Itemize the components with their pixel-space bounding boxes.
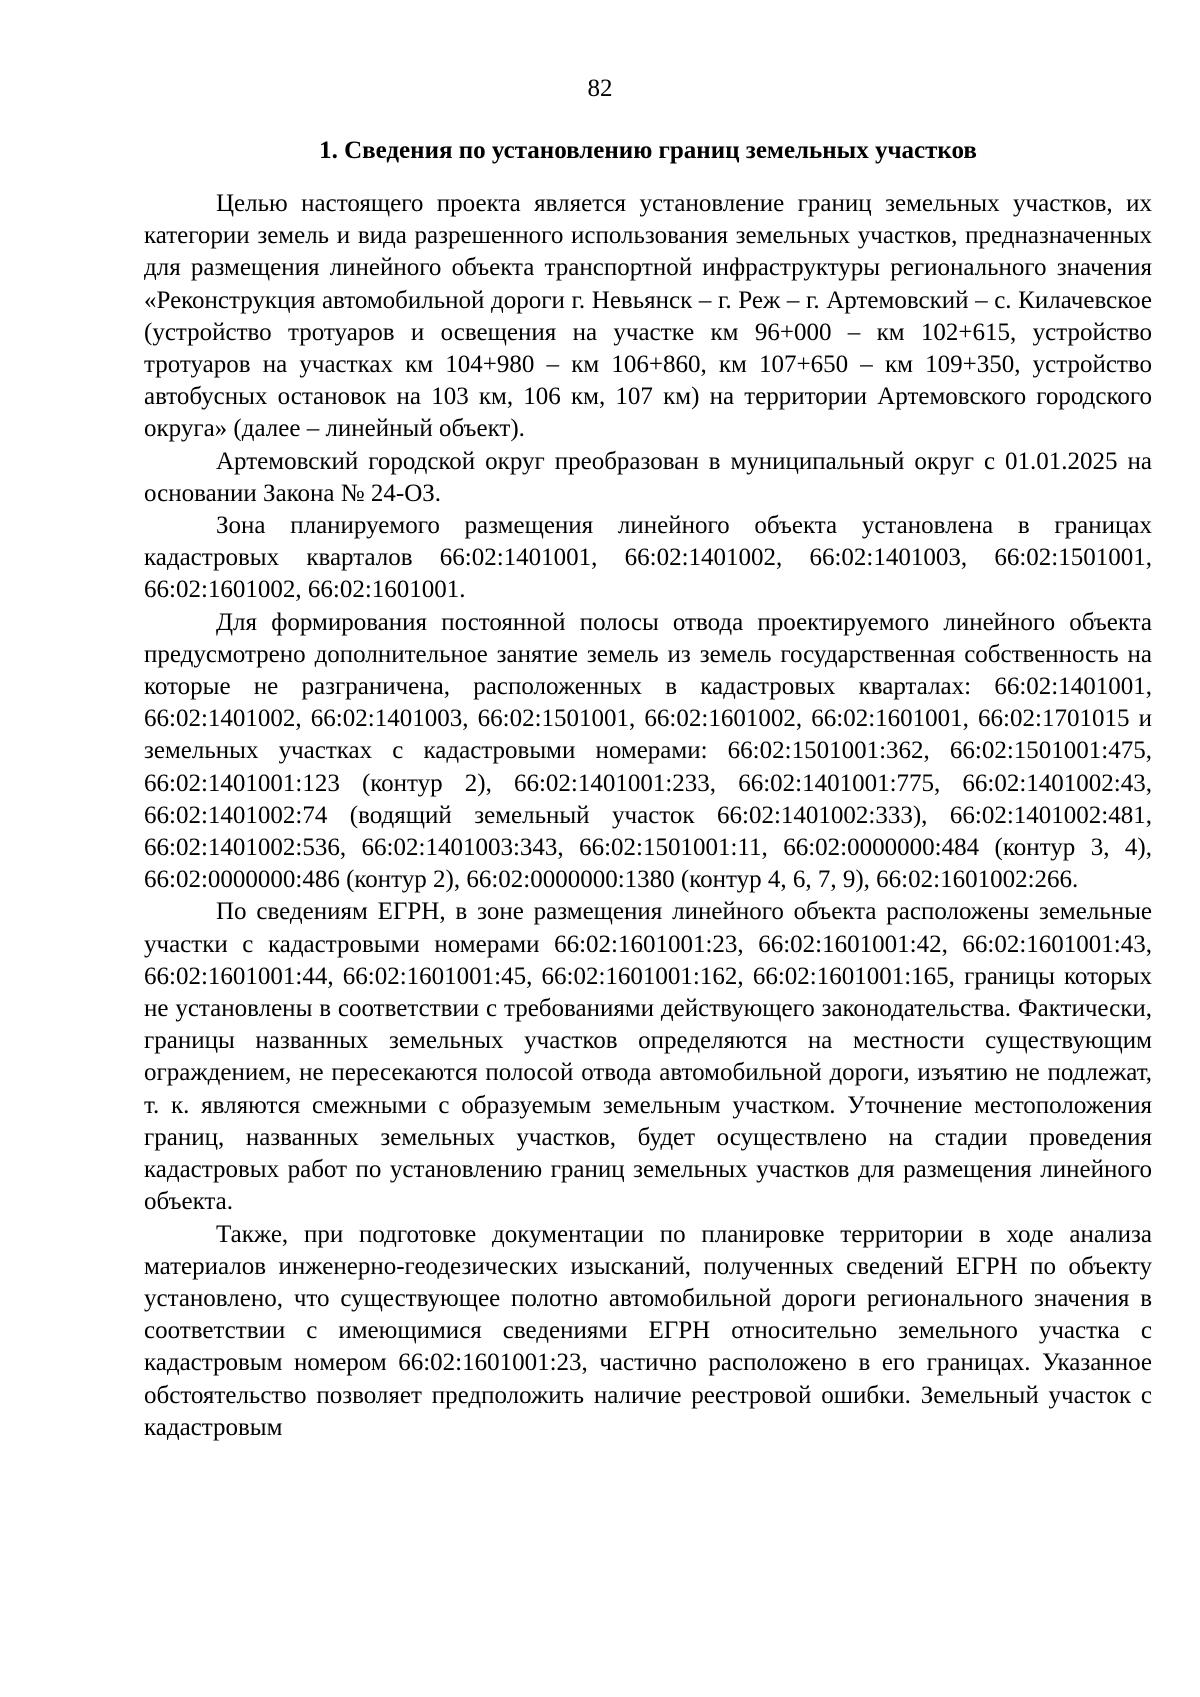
- paragraph-egrn-parcels: По сведениям ЕГРН, в зоне размещения линейного объекта расположены земельные участки с кадастровыми номерами 66:02:1601001:23, 66:02:1601001:42, 66:02:1601001:43, 66:02:1601001:44, 66:02:1601001:45, 66:02:1601001:162, 66:02:1601001:165, границы которых не установлены в соответствии с требованиями действующего законодательства. Фактически, границы названных земельных участков определяются на местности существующим ограждением, не пересекаются полосой отвода автомобильной дороги, изъятию не подлежат, т. к. являются смежными с образуемым земельным участком. Уточнение местоположения границ, названных земельных участков, будет осуществлено на стадии проведения кадастровых работ по установлению границ земельных участков для размещения линейного объекта.: [144, 898, 1152, 1216]
- paragraph-right-of-way: Для формирования постоянной полосы отвода проектируемого линейного объекта предусмотрено дополнительное занятие земель из земель государственная собственность на которые не разграничена, расположенных в кадастровых кварталах: 66:02:1401001, 66:02:1401002, 66:02:1401003, 66:02:1501001, 66:02:1601002, 66:02:1601001, 66:02:1701015 и земельных участках с кадастровыми номерами: 66:02:1501001:362, 66:02:1501001:475, 66:02:1401001:123 (контур 2), 66:02:1401001:233, 66:02:1401001:775, 66:02:1401002:43, 66:02:1401002:74 (водящий земельный участок 66:02:1401002:333), 66:02:1401002:481, 66:02:1401002:536, 66:02:1401003:343, 66:02:1501001:11, 66:02:0000000:484 (контур 3, 4), 66:02:0000000:486 (контур 2), 66:02:0000000:1380 (контур 4, 6, 7, 9), 66:02:1601002:266.: [144, 608, 1152, 894]
- document-body: [144, 188, 1152, 1444]
- paragraph-district-transformation: Артемовский городской округ преобразован в муниципальный округ с 01.01.2025 на основании Закона № 24-ОЗ.: [144, 447, 1152, 507]
- paragraph-registry-error: Также, при подготовке документации по планировке территории в ходе анализа материалов инженерно-геодезических изысканий, полученных сведений ЕГРН по объекту установлено, что существующее полотно автомобильной дороги регионального значения в соответствии с имеющимися сведениями ЕГРН относительно земельного участка с кадастровым номером 66:02:1601001:23, частично расположено в его границах. Указанное обстоятельство позволяет предположить наличие реестровой ошибки. Земельный участок с кадастровым: [144, 1220, 1152, 1441]
- page-number: 82: [587, 75, 613, 102]
- paragraph-placement-zone: Зона планируемого размещения линейного объекта установлена в границах кадастровых кварталов 66:02:1401001, 66:02:1401002, 66:02:1401003, 66:02:1501001, 66:02:1601002, 66:02:1601001.: [144, 512, 1152, 604]
- paragraph-project-purpose: Целью настоящего проекта является установление границ земельных участков, их категории земель и вида разрешенного использования земельных участков, предназначенных для размещения линейного объекта транспортной инфраструктуры регионального значения «Реконструкция автомобильной дороги г. Невьянск – г. Реж – г. Артемовский – с. Килачевское (устройство тротуаров и освещения на участке км 96+000 – км 102+615, устройство тротуаров на участках км 104+980 – км 106+860, км 107+650 – км 109+350, устройство автобусных остановок на 103 км, 106 км, 107 км) на территории Артемовского городского округа» (далее – линейный объект).: [144, 190, 1152, 443]
- section-title: 1. Сведения по установлению границ земельных участков: [319, 137, 977, 164]
